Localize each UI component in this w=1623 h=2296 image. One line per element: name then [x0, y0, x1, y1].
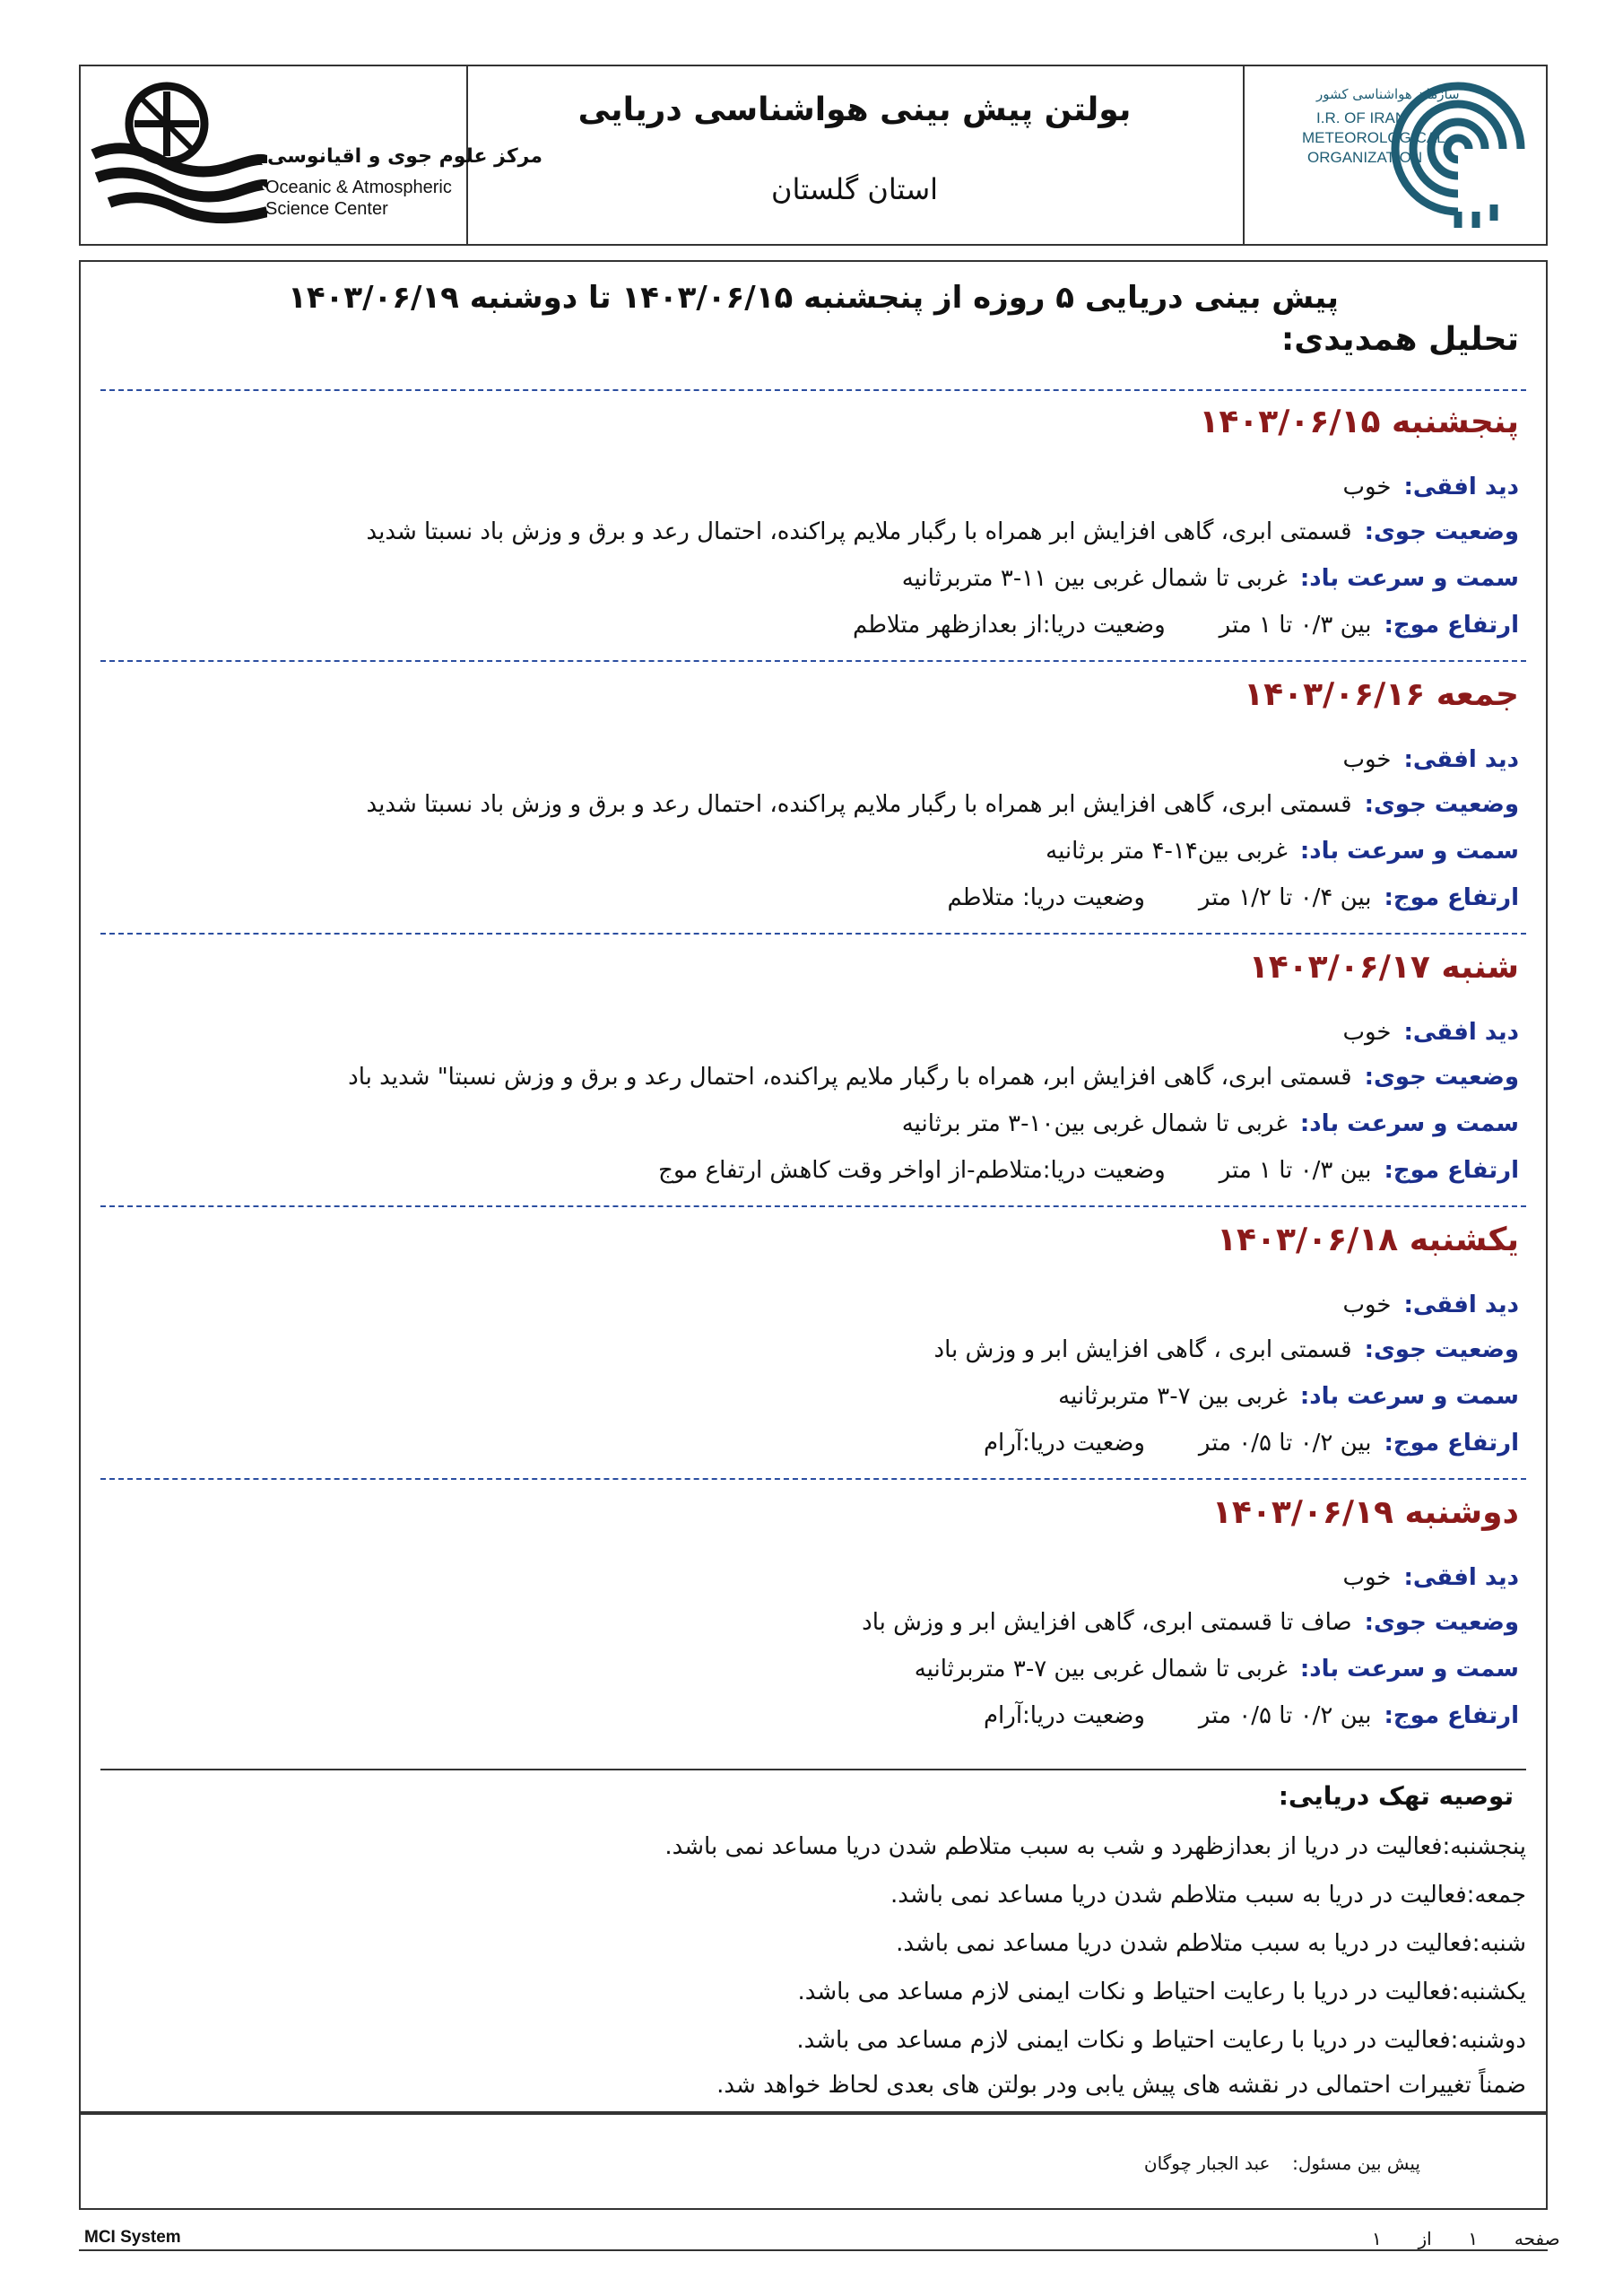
- weather-label: وضعیت جوی:: [1364, 1609, 1519, 1636]
- wave-label: ارتفاع موج:: [1384, 1157, 1519, 1184]
- divider: [100, 660, 1526, 662]
- visibility-label: دید افقی:: [1403, 474, 1519, 500]
- met-logo-line1: I.R. OF IRAN: [1316, 109, 1407, 126]
- visibility-value: خوب: [1342, 1292, 1392, 1318]
- advisory-line: دوشنبه:فعالیت در دریا با رعایت احتیاط و نکات ایمنی لازم مساعد می باشد.: [796, 2027, 1526, 2054]
- weather-label: وضعیت جوی:: [1364, 518, 1519, 545]
- wave-row: [984, 1702, 1519, 1729]
- wind-row: [1046, 838, 1519, 865]
- divider: [100, 1205, 1526, 1207]
- visibility-label: دید افقی:: [1403, 746, 1519, 773]
- advisory-line: شنبه:فعالیت در دریا به سبب متلاطم شدن دریا مساعد نمی باشد.: [896, 1930, 1526, 1957]
- weather-row: [862, 1609, 1519, 1636]
- met-logo-line2: METEOROLOGICAL: [1302, 129, 1445, 146]
- wind-label: سمت و سرعت باد:: [1299, 565, 1519, 592]
- oceanic-logo-cell: [81, 66, 542, 244]
- weather-value: قسمتی ابری، گاهی افزایش ابر همراه با رگبار ملایم پراکنده، احتمال رعد و برق و وزش باد نسبتا شدید: [366, 518, 1352, 545]
- day-heading: جمعه ۱۴۰۳/۰۶/۱۶: [1244, 676, 1519, 713]
- wave-label: ارتفاع موج:: [1384, 1430, 1519, 1457]
- advisory-line: یکشنبه:فعالیت در دریا با رعایت احتیاط و نکات ایمنی لازم مساعد می باشد.: [797, 1979, 1526, 2005]
- advisory-line: ضمناً تغییرات احتمالی در نقشه های پیش یابی ودر بولتن های بعدی لحاظ خواهد شد.: [716, 2072, 1526, 2099]
- responsible-forecaster: [1144, 2152, 1420, 2174]
- wind-row: [902, 1110, 1519, 1137]
- weather-row: [366, 518, 1519, 545]
- oceanic-logo-fa: مرکز علوم جوی و اقیانوسی: [267, 145, 542, 168]
- page-of: از: [1418, 2228, 1432, 2249]
- weather-row: [366, 791, 1519, 818]
- visibility-row: [1342, 474, 1519, 500]
- wave-height-value: بین ۰/۲ تا ۰/۵ متر: [1198, 1702, 1372, 1729]
- met-logo-cell: [1243, 66, 1546, 244]
- wind-value: غربی تا شمال غربی بین۱۰-۳ متر برثانیه: [901, 1110, 1288, 1137]
- wave-height-value: بین ۰/۳ تا ۱ متر: [1219, 1157, 1372, 1184]
- bottom-rule: [79, 2249, 1548, 2251]
- visibility-row: [1342, 746, 1519, 773]
- wave-row: [984, 1430, 1519, 1457]
- page-label: صفحه: [1514, 2228, 1560, 2249]
- weather-value: قسمتی ابری ، گاهی افزایش ابر و وزش باد: [933, 1336, 1352, 1363]
- sea-state-value: وضعیت دریا:از بعدازظهر متلاطم: [852, 612, 1166, 639]
- day-heading: یکشنبه ۱۴۰۳/۰۶/۱۸: [1217, 1222, 1519, 1258]
- bulletin-footer: [79, 2113, 1548, 2210]
- visibility-value: خوب: [1342, 1564, 1392, 1591]
- weather-value: قسمتی ابری، گاهی افزایش ابر همراه با رگبار ملایم پراکنده، احتمال رعد و برق و وزش باد نسبتا شدید: [366, 791, 1352, 818]
- wind-label: سمت و سرعت باد:: [1299, 1383, 1519, 1410]
- met-logo-fa: سازمان هواشناسی کشور: [1316, 86, 1460, 102]
- wave-label: ارتفاع موج:: [1384, 612, 1519, 639]
- synoptic-analysis-heading: تحلیل همدیدی:: [1280, 321, 1519, 358]
- advisory-line: جمعه:فعالیت در دریا به سبب متلاطم شدن دریا مساعد نمی باشد.: [890, 1882, 1526, 1909]
- oceanic-logo-en-line1: Oceanic & Atmospheric: [265, 178, 452, 197]
- divider: [100, 389, 1526, 391]
- wave-label: ارتفاع موج:: [1384, 884, 1519, 911]
- weather-label: وضعیت جوی:: [1364, 1064, 1519, 1091]
- divider: [100, 1478, 1526, 1480]
- wind-label: سمت و سرعت باد:: [1299, 838, 1519, 865]
- weather-row: [934, 1336, 1520, 1363]
- visibility-label: دید افقی:: [1403, 1019, 1519, 1046]
- day-heading: پنجشنبه ۱۴۰۳/۰۶/۱۵: [1199, 404, 1519, 440]
- wave-label: ارتفاع موج:: [1384, 1702, 1519, 1729]
- advisory-heading: توصیه تهک دریایی:: [1278, 1781, 1514, 1811]
- advisory-line: پنجشنبه:فعالیت در دریا از بعدازظهرد و شب به سبب متلاطم شدن دریا مساعد نمی باشد.: [664, 1833, 1526, 1860]
- oceanic-logo: [88, 77, 542, 239]
- sea-state-value: وضعیت دریا:متلاطم-از اواخر وقت کاهش ارتفاع موج: [658, 1157, 1166, 1184]
- visibility-value: خوب: [1342, 1019, 1392, 1046]
- bulletin-header: [79, 65, 1548, 246]
- visibility-value: خوب: [1342, 746, 1392, 773]
- visibility-row: [1342, 1019, 1519, 1046]
- visibility-label: دید افقی:: [1403, 1292, 1519, 1318]
- weather-label: وضعیت جوی:: [1364, 1336, 1519, 1363]
- weather-label: وضعیت جوی:: [1364, 791, 1519, 818]
- weather-value: صاف تا قسمتی ابری، گاهی افزایش ابر و وزش باد: [862, 1609, 1352, 1636]
- header-title-cell: [466, 66, 1245, 244]
- forecast-body: [79, 260, 1548, 2113]
- sea-state-value: وضعیت دریا:آرام: [983, 1430, 1145, 1457]
- wave-height-value: بین ۰/۲ تا ۰/۵ متر: [1198, 1430, 1372, 1457]
- wave-row: [853, 612, 1519, 639]
- bulletin-title: پیش بینی دریایی ۵ روزه از پنجشنبه ۱۴۰۳/۰۶/۱۵ تا دوشنبه ۱۴۰۳/۰۶/۱۹: [288, 280, 1339, 316]
- wind-value: غربی تا شمال غربی بین ۷-۳ متربرثانیه: [914, 1656, 1288, 1683]
- responsible-name: عبد الجبار چوگان: [1143, 2152, 1271, 2174]
- wave-row: [947, 884, 1519, 911]
- wave-row: [658, 1157, 1519, 1184]
- wind-row: [1058, 1383, 1519, 1410]
- visibility-row: [1342, 1292, 1519, 1318]
- wind-value: غربی بین ۷-۳ متربرثانیه: [1058, 1383, 1288, 1410]
- oceanic-logo-en-line2: Science Center: [265, 199, 388, 219]
- day-heading: دوشنبه ۱۴۰۳/۰۶/۱۹: [1211, 1494, 1519, 1531]
- visibility-row: [1342, 1564, 1519, 1591]
- wave-height-value: بین ۰/۳ تا ۱ متر: [1219, 612, 1372, 639]
- wind-value: غربی تا شمال غربی بین ۱۱-۳ متربرثانیه: [901, 565, 1288, 592]
- sea-state-value: وضعیت دریا: متلاطم: [947, 884, 1145, 911]
- system-name: MCI System: [84, 2228, 181, 2247]
- visibility-value: خوب: [1342, 474, 1392, 500]
- wind-row: [902, 565, 1519, 592]
- met-logo-line3: ORGANIZATION: [1307, 149, 1423, 166]
- divider: [100, 933, 1526, 935]
- weather-row: [348, 1064, 1519, 1091]
- advisory-divider: [100, 1769, 1526, 1770]
- wind-label: سمت و سرعت باد:: [1299, 1110, 1519, 1137]
- wind-row: [915, 1656, 1519, 1683]
- wave-height-value: بین ۰/۴ تا ۱/۲ متر: [1198, 884, 1372, 911]
- wind-label: سمت و سرعت باد:: [1299, 1656, 1519, 1683]
- oceanic-emblem-icon: [88, 77, 267, 230]
- visibility-label: دید افقی:: [1403, 1564, 1519, 1591]
- page-title: بولتن پیش بینی هواشناسی دریایی: [577, 91, 1132, 128]
- page-total: ۱: [1372, 2228, 1382, 2249]
- met-logo: [1243, 66, 1539, 246]
- page-indicator: [1372, 2228, 1560, 2249]
- page-current: ۱: [1468, 2228, 1479, 2249]
- responsible-label: پیش بین مسئول:: [1292, 2152, 1420, 2174]
- wind-value: غربی بین۱۴-۴ متر برثانیه: [1046, 838, 1288, 865]
- day-heading: شنبه ۱۴۰۳/۰۶/۱۷: [1248, 949, 1519, 986]
- weather-value: قسمتی ابری، گاهی افزایش ابر، همراه با رگبار ملایم پراکنده، احتمال رعد و برق و وزش نسبتا" شدید باد: [348, 1064, 1352, 1091]
- province-name: استان گلستان: [770, 172, 939, 206]
- sea-state-value: وضعیت دریا:آرام: [983, 1702, 1145, 1729]
